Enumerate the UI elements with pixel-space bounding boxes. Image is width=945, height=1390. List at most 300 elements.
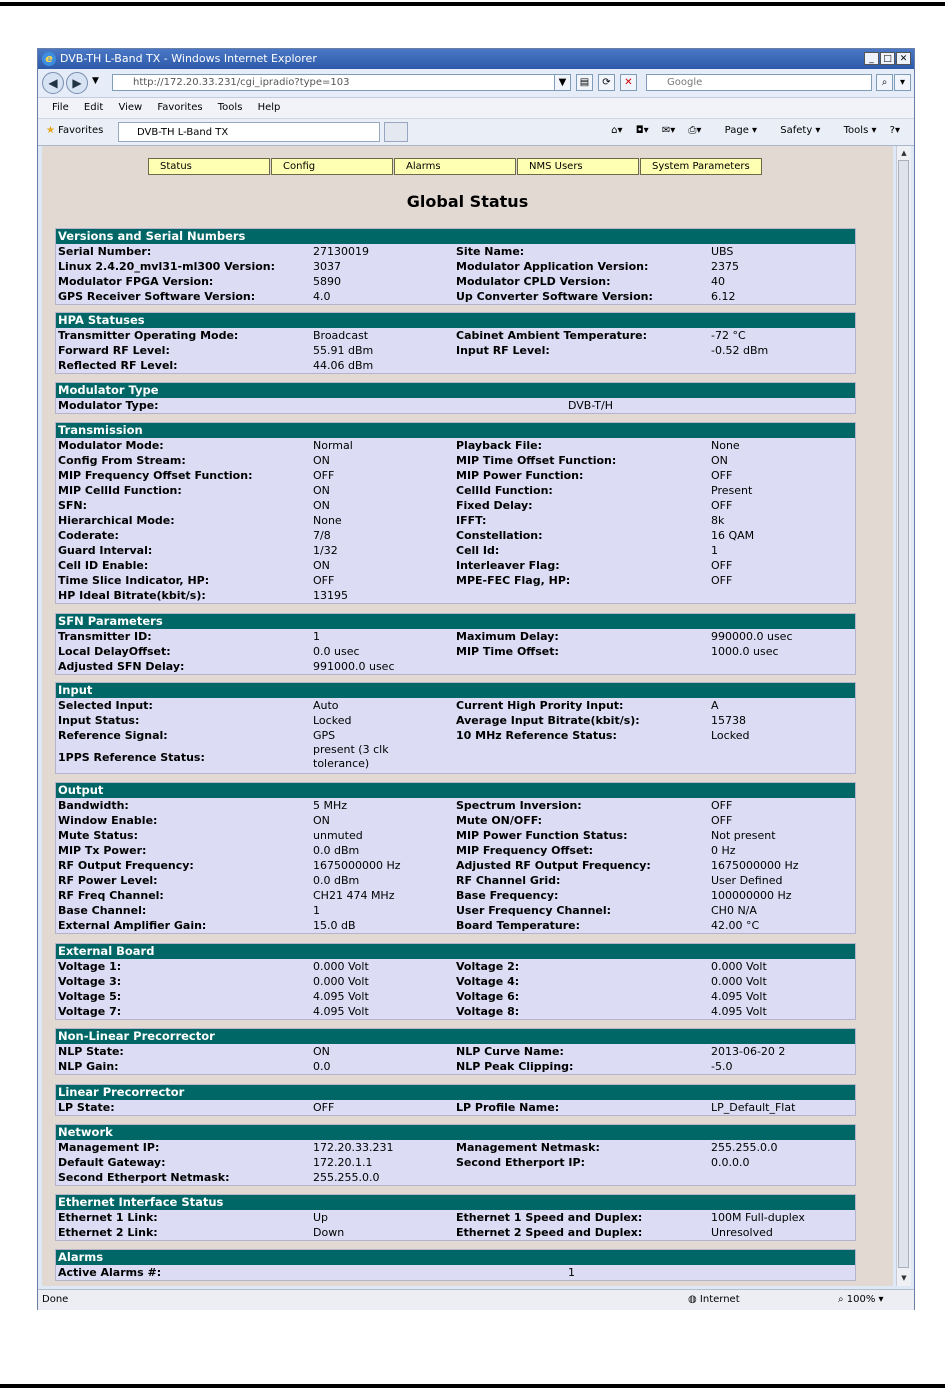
- field-label: Mute ON/OFF:: [456, 814, 543, 827]
- field-label: Cell Id:: [456, 544, 500, 557]
- field-label: Default Gateway:: [58, 1156, 166, 1169]
- field-label: Voltage 8:: [456, 1005, 520, 1018]
- status-row: [56, 1225, 855, 1240]
- panel-header: Ethernet Interface Status: [56, 1195, 855, 1210]
- field-label: Base Channel:: [58, 904, 147, 917]
- refresh-icon[interactable]: ⟳: [598, 74, 615, 91]
- favorites-button[interactable]: ★ Favorites: [46, 125, 104, 136]
- new-tab-button[interactable]: [384, 122, 408, 142]
- main-nav: [148, 158, 763, 175]
- browser-tab[interactable]: DVB-TH L-Band TX: [118, 122, 380, 142]
- field-label: SFN:: [58, 499, 88, 512]
- field-label: Site Name:: [456, 245, 525, 258]
- menu-file[interactable]: File: [52, 102, 69, 113]
- status-row: [56, 438, 855, 453]
- field-value: None: [711, 439, 740, 452]
- field-label: Hierarchical Mode:: [58, 514, 175, 527]
- status-row: [56, 888, 855, 903]
- field-value: Unresolved: [711, 1226, 773, 1239]
- field-value: ON: [711, 454, 728, 467]
- field-label: Input RF Level:: [456, 344, 550, 357]
- menu-bar: [38, 98, 914, 119]
- panel-transmission: [55, 422, 856, 604]
- field-value: OFF: [711, 499, 733, 512]
- field-value: 0.000 Volt: [313, 960, 369, 973]
- home-icon[interactable]: ⌂▾: [611, 125, 623, 136]
- status-row: [56, 244, 855, 259]
- field-label: GPS Receiver Software Version:: [58, 290, 256, 303]
- nav-system-parameters[interactable]: System Parameters: [640, 158, 762, 175]
- field-value: A: [711, 699, 719, 712]
- field-label: Voltage 5:: [58, 990, 122, 1003]
- field-label: User Frequency Channel:: [456, 904, 612, 917]
- panel-header: Non-Linear Precorrector: [56, 1029, 855, 1044]
- field-label: Reference Signal:: [58, 729, 168, 742]
- field-label: IFFT:: [456, 514, 487, 527]
- field-value: -72 °C: [711, 329, 746, 342]
- panel-header: SFN Parameters: [56, 614, 855, 629]
- field-value: 1/32: [313, 544, 338, 557]
- search-icon[interactable]: ⌕: [876, 74, 893, 91]
- window-title: DVB-TH L-Band TX - Windows Internet Explorer: [60, 52, 317, 65]
- field-label: External Amplifier Gain:: [58, 919, 207, 932]
- field-value: Not present: [711, 829, 776, 842]
- panel-alarms: [55, 1249, 856, 1281]
- field-value: -5.0: [711, 1060, 733, 1073]
- field-label: Fixed Delay:: [456, 499, 533, 512]
- field-value: 1: [568, 1266, 575, 1279]
- field-label: Maximum Delay:: [456, 630, 559, 643]
- close-button[interactable]: ✕: [896, 52, 911, 65]
- field-value: ON: [313, 484, 330, 497]
- field-value: Auto: [313, 699, 339, 712]
- mail-icon[interactable]: ✉▾: [661, 125, 676, 136]
- nav-config[interactable]: Config: [271, 158, 393, 175]
- field-value: ON: [313, 814, 330, 827]
- page-content: [42, 146, 893, 1286]
- status-row: [56, 483, 855, 498]
- menu-edit[interactable]: Edit: [83, 102, 104, 113]
- status-row: [56, 588, 855, 603]
- title-bar: [38, 49, 914, 69]
- panel-header: Transmission: [56, 423, 855, 438]
- field-value: CH0 N/A: [711, 904, 757, 917]
- field-value: 0.000 Volt: [711, 975, 767, 988]
- status-row: [56, 1059, 855, 1074]
- field-value: OFF: [711, 469, 733, 482]
- scroll-down-icon[interactable]: ▼: [901, 1274, 907, 1282]
- field-label: Linux 2.4.20_mvl31-ml300 Version:: [58, 260, 276, 273]
- field-value: 8k: [711, 514, 725, 527]
- field-label: RF Output Frequency:: [58, 859, 194, 872]
- field-value: 1675000000 Hz: [313, 859, 401, 872]
- status-row: [56, 558, 855, 573]
- field-value: 172.20.33.231: [313, 1141, 394, 1154]
- field-label: Coderate:: [58, 529, 119, 542]
- field-value: None: [313, 514, 342, 527]
- field-value: Locked: [711, 729, 750, 742]
- tools-menu[interactable]: Tools ▾: [843, 125, 877, 136]
- field-value: 4.0: [313, 290, 331, 303]
- field-value: 0 Hz: [711, 844, 736, 857]
- field-value: 990000.0 usec: [711, 630, 793, 643]
- nav-alarms[interactable]: Alarms: [394, 158, 516, 175]
- search-input[interactable]: Google: [646, 74, 872, 91]
- field-label: 10 MHz Reference Status:: [456, 729, 617, 742]
- status-row: [56, 959, 855, 974]
- field-value: 15738: [711, 714, 746, 727]
- bottom-rule: [0, 1384, 945, 1388]
- url-dropdown-icon[interactable]: ▼: [554, 74, 571, 91]
- zoom-level[interactable]: ⌕ 100% ▾: [838, 1294, 884, 1305]
- status-row: [56, 343, 855, 358]
- field-value: 4.095 Volt: [313, 1005, 369, 1018]
- field-label: Window Enable:: [58, 814, 158, 827]
- field-value: Locked: [313, 714, 352, 727]
- status-row: [56, 798, 855, 813]
- status-row: [56, 358, 855, 373]
- panel-hpa-statuses: [55, 312, 856, 374]
- field-label: RF Freq Channel:: [58, 889, 164, 902]
- status-row: [56, 629, 855, 644]
- back-button[interactable]: ◀: [42, 72, 64, 94]
- status-row: [56, 873, 855, 888]
- field-label: Voltage 2:: [456, 960, 520, 973]
- field-label: Modulator Type:: [58, 399, 159, 412]
- field-value: GPS: [313, 729, 336, 742]
- panel-header: Modulator Type: [56, 383, 855, 398]
- field-value: OFF: [313, 574, 335, 587]
- field-label: Modulator Application Version:: [456, 260, 649, 273]
- field-value: 6.12: [711, 290, 736, 303]
- status-row: [56, 1004, 855, 1019]
- panel-header: Versions and Serial Numbers: [56, 229, 855, 244]
- field-label: Management IP:: [58, 1141, 160, 1154]
- field-label: NLP Peak Clipping:: [456, 1060, 574, 1073]
- status-row: [56, 989, 855, 1004]
- field-label: 1PPS Reference Status:: [58, 751, 205, 764]
- status-row: [56, 918, 855, 933]
- panel-versions-and-serial-numbers: [55, 228, 856, 305]
- field-label: Playback File:: [456, 439, 542, 452]
- field-label: CellId Function:: [456, 484, 553, 497]
- field-label: Input Status:: [58, 714, 140, 727]
- field-label: Voltage 4:: [456, 975, 520, 988]
- scroll-up-icon[interactable]: ▲: [901, 149, 907, 157]
- field-value: 4.095 Volt: [313, 990, 369, 1003]
- field-value: 0.0: [313, 1060, 331, 1073]
- field-label: Constellation:: [456, 529, 543, 542]
- field-label: Adjusted SFN Delay:: [58, 660, 185, 673]
- field-value: ON: [313, 559, 330, 572]
- field-value: 0.0.0.0: [711, 1156, 750, 1169]
- status-row: [56, 1155, 855, 1170]
- field-label: Modulator CPLD Version:: [456, 275, 611, 288]
- minimize-button[interactable]: _: [864, 52, 879, 65]
- panel-header: Alarms: [56, 1250, 855, 1265]
- status-row: [56, 453, 855, 468]
- field-label: Second Etherport Netmask:: [58, 1171, 230, 1184]
- field-value: 100M Full-duplex: [711, 1211, 805, 1224]
- status-row: [56, 1100, 855, 1115]
- menu-favorites[interactable]: Favorites: [157, 102, 203, 113]
- field-value: 0.000 Volt: [313, 975, 369, 988]
- field-label: Ethernet 1 Speed and Duplex:: [456, 1211, 643, 1224]
- field-value: 5890: [313, 275, 341, 288]
- field-label: MIP Frequency Offset:: [456, 844, 594, 857]
- field-value: Normal: [313, 439, 353, 452]
- field-value: 255.255.0.0: [313, 1171, 380, 1184]
- url-input[interactable]: http://172.20.33.231/cgi_ipradio?type=103: [112, 74, 570, 91]
- status-row: [56, 743, 855, 773]
- field-label: Transmitter Operating Mode:: [58, 329, 239, 342]
- field-value: OFF: [711, 574, 733, 587]
- field-value: LP_Default_Flat: [711, 1101, 796, 1114]
- compatibility-icon[interactable]: ▤: [576, 74, 593, 91]
- status-row: [56, 513, 855, 528]
- status-row: [56, 659, 855, 674]
- panel-ethernet-interface-status: [55, 1194, 856, 1241]
- field-value: OFF: [313, 469, 335, 482]
- field-label: Modulator FPGA Version:: [58, 275, 214, 288]
- panel-header: Linear Precorrector: [56, 1085, 855, 1100]
- field-label: Spectrum Inversion:: [456, 799, 582, 812]
- field-label: Management Netmask:: [456, 1141, 600, 1154]
- field-value: Down: [313, 1226, 345, 1239]
- status-row: [56, 828, 855, 843]
- browser-window: [37, 48, 915, 1310]
- field-label: Local DelayOffset:: [58, 645, 171, 658]
- panel-non-linear-precorrector: [55, 1028, 856, 1075]
- nav-nms-users[interactable]: NMS Users: [517, 158, 639, 175]
- field-value: 16 QAM: [711, 529, 755, 542]
- feeds-icon[interactable]: ◘▾: [635, 125, 649, 136]
- status-row: [56, 843, 855, 858]
- field-label: Current High Prority Input:: [456, 699, 624, 712]
- field-label: RF Channel Grid:: [456, 874, 561, 887]
- field-value: 3037: [313, 260, 341, 273]
- panel-linear-precorrector: [55, 1084, 856, 1116]
- field-label: Voltage 1:: [58, 960, 122, 973]
- field-value: 13195: [313, 589, 348, 602]
- field-label: Ethernet 2 Speed and Duplex:: [456, 1226, 643, 1239]
- field-label: Cabinet Ambient Temperature:: [456, 329, 648, 342]
- field-label: Time Slice Indicator, HP:: [58, 574, 210, 587]
- field-label: Voltage 6:: [456, 990, 520, 1003]
- security-zone: ◍ Internet: [688, 1294, 740, 1305]
- field-label: Bandwidth:: [58, 799, 129, 812]
- status-row: [56, 289, 855, 304]
- field-value: Up: [313, 1211, 329, 1224]
- status-row: [56, 858, 855, 873]
- field-value: 27130019: [313, 245, 369, 258]
- safety-menu[interactable]: Safety ▾: [780, 125, 821, 136]
- field-value: UBS: [711, 245, 734, 258]
- status-row: [56, 1140, 855, 1155]
- field-value: 40: [711, 275, 725, 288]
- field-label: Config From Stream:: [58, 454, 186, 467]
- field-label: Base Frequency:: [456, 889, 559, 902]
- field-value: ON: [313, 499, 330, 512]
- panel-header: Input: [56, 683, 855, 698]
- help-icon[interactable]: ?▾: [889, 125, 900, 136]
- status-row: [56, 698, 855, 713]
- field-value: unmuted: [313, 829, 363, 842]
- field-label: Average Input Bitrate(kbit/s):: [456, 714, 640, 727]
- field-label: Mute Status:: [58, 829, 138, 842]
- status-row: [56, 259, 855, 274]
- field-value: 2375: [711, 260, 739, 273]
- field-value: 100000000 Hz: [711, 889, 792, 902]
- field-value: User Defined: [711, 874, 783, 887]
- field-value: OFF: [313, 1101, 335, 1114]
- field-value: 0.0 dBm: [313, 874, 360, 887]
- history-dropdown-icon[interactable]: ▼: [92, 76, 99, 86]
- field-value: 1: [313, 630, 320, 643]
- field-label: Serial Number:: [58, 245, 152, 258]
- field-value: 991000.0 usec: [313, 660, 395, 673]
- panel-output: [55, 782, 856, 934]
- status-row: [56, 274, 855, 289]
- field-label: MIP CellId Function:: [58, 484, 182, 497]
- panel-external-board: [55, 943, 856, 1020]
- status-row: [56, 1265, 855, 1280]
- field-value: OFF: [711, 799, 733, 812]
- field-value: 1675000000 Hz: [711, 859, 799, 872]
- panel-network: [55, 1124, 856, 1186]
- field-label: Second Etherport IP:: [456, 1156, 585, 1169]
- panel-header: Output: [56, 783, 855, 798]
- field-label: Modulator Mode:: [58, 439, 164, 452]
- status-row: [56, 1170, 855, 1185]
- panel-modulator-type: [55, 382, 856, 414]
- field-label: Voltage 3:: [58, 975, 122, 988]
- status-row: [56, 644, 855, 659]
- search-options-icon[interactable]: ▾: [894, 74, 911, 91]
- field-label: Interleaver Flag:: [456, 559, 560, 572]
- field-label: NLP Curve Name:: [456, 1045, 564, 1058]
- field-value: 172.20.1.1: [313, 1156, 373, 1169]
- field-label: MIP Power Function:: [456, 469, 584, 482]
- panel-input: [55, 682, 856, 774]
- status-row: [56, 528, 855, 543]
- field-value: 44.06 dBm: [313, 359, 374, 372]
- field-value: 4.095 Volt: [711, 1005, 767, 1018]
- nav-status[interactable]: Status: [148, 158, 270, 175]
- ie-logo-icon: e: [42, 52, 56, 66]
- status-row: [56, 813, 855, 828]
- top-rule: [0, 2, 945, 6]
- field-value: 1: [313, 904, 320, 917]
- status-row: [56, 1044, 855, 1059]
- field-value: 55.91 dBm: [313, 344, 374, 357]
- field-label: MIP Time Offset:: [456, 645, 559, 658]
- field-value: 0.000 Volt: [711, 960, 767, 973]
- field-value: 2013-06-20 2: [711, 1045, 786, 1058]
- menu-help[interactable]: Help: [257, 102, 281, 113]
- field-label: Selected Input:: [58, 699, 153, 712]
- print-icon[interactable]: ⎙▾: [688, 125, 702, 136]
- status-row: [56, 498, 855, 513]
- field-value: 42.00 °C: [711, 919, 760, 932]
- field-label: Forward RF Level:: [58, 344, 170, 357]
- field-value: 1000.0 usec: [711, 645, 779, 658]
- menu-tools[interactable]: Tools: [217, 102, 243, 113]
- field-value: ON: [313, 1045, 330, 1058]
- field-value: ON: [313, 454, 330, 467]
- field-label: Cell ID Enable:: [58, 559, 149, 572]
- field-label: Reflected RF Level:: [58, 359, 178, 372]
- field-value: -0.52 dBm: [711, 344, 769, 357]
- field-label: Transmitter ID:: [58, 630, 152, 643]
- field-label: Adjusted RF Output Frequency:: [456, 859, 651, 872]
- field-value: 255.255.0.0: [711, 1141, 778, 1154]
- field-value: 0.0 dBm: [313, 844, 360, 857]
- stop-icon[interactable]: ✕: [620, 74, 637, 91]
- field-label: Active Alarms #:: [58, 1266, 162, 1279]
- field-value: Broadcast: [313, 329, 369, 342]
- page-menu[interactable]: Page ▾: [724, 125, 758, 136]
- status-row: [56, 328, 855, 343]
- status-text: Done: [42, 1294, 69, 1305]
- page-title: Global Status: [406, 192, 529, 211]
- status-row: [56, 573, 855, 588]
- status-row: [56, 903, 855, 918]
- address-bar: [38, 69, 914, 98]
- scroll-thumb[interactable]: [898, 160, 909, 1268]
- field-label: LP Profile Name:: [456, 1101, 560, 1114]
- window-controls: [864, 52, 911, 65]
- vertical-scrollbar[interactable]: [896, 146, 911, 1286]
- panel-header: HPA Statuses: [56, 313, 855, 328]
- status-row: [56, 728, 855, 743]
- field-value: 7/8: [313, 529, 331, 542]
- field-label: MPE-FEC Flag, HP:: [456, 574, 571, 587]
- command-bar: [601, 125, 900, 136]
- field-label: MIP Power Function Status:: [456, 829, 628, 842]
- field-value: 1: [711, 544, 718, 557]
- panel-header: Network: [56, 1125, 855, 1140]
- field-value: 5 MHz: [313, 799, 348, 812]
- field-label: RF Power Level:: [58, 874, 158, 887]
- field-label: MIP Frequency Offset Function:: [58, 469, 253, 482]
- status-row: [56, 468, 855, 483]
- field-label: Board Temperature:: [456, 919, 581, 932]
- field-label: NLP State:: [58, 1045, 124, 1058]
- status-row: [56, 713, 855, 728]
- field-value: DVB-T/H: [568, 399, 614, 412]
- field-label: HP Ideal Bitrate(kbit/s):: [58, 589, 206, 602]
- status-bar: [38, 1289, 914, 1310]
- status-row: [56, 1210, 855, 1225]
- field-label: Ethernet 2 Link:: [58, 1226, 158, 1239]
- field-value: CH21 474 MHz: [313, 889, 395, 902]
- maximize-button[interactable]: □: [880, 52, 895, 65]
- field-label: NLP Gain:: [58, 1060, 119, 1073]
- panel-sfn-parameters: [55, 613, 856, 675]
- field-label: LP State:: [58, 1101, 115, 1114]
- menu-view[interactable]: View: [118, 102, 143, 113]
- field-label: Voltage 7:: [58, 1005, 122, 1018]
- field-value: present (3 clk tolerance): [313, 743, 389, 770]
- field-label: Guard Interval:: [58, 544, 153, 557]
- status-row: [56, 974, 855, 989]
- forward-button[interactable]: ▶: [66, 72, 88, 94]
- field-value: 15.0 dB: [313, 919, 356, 932]
- field-label: Up Converter Software Version:: [456, 290, 653, 303]
- field-value: OFF: [711, 814, 733, 827]
- field-label: MIP Time Offset Function:: [456, 454, 617, 467]
